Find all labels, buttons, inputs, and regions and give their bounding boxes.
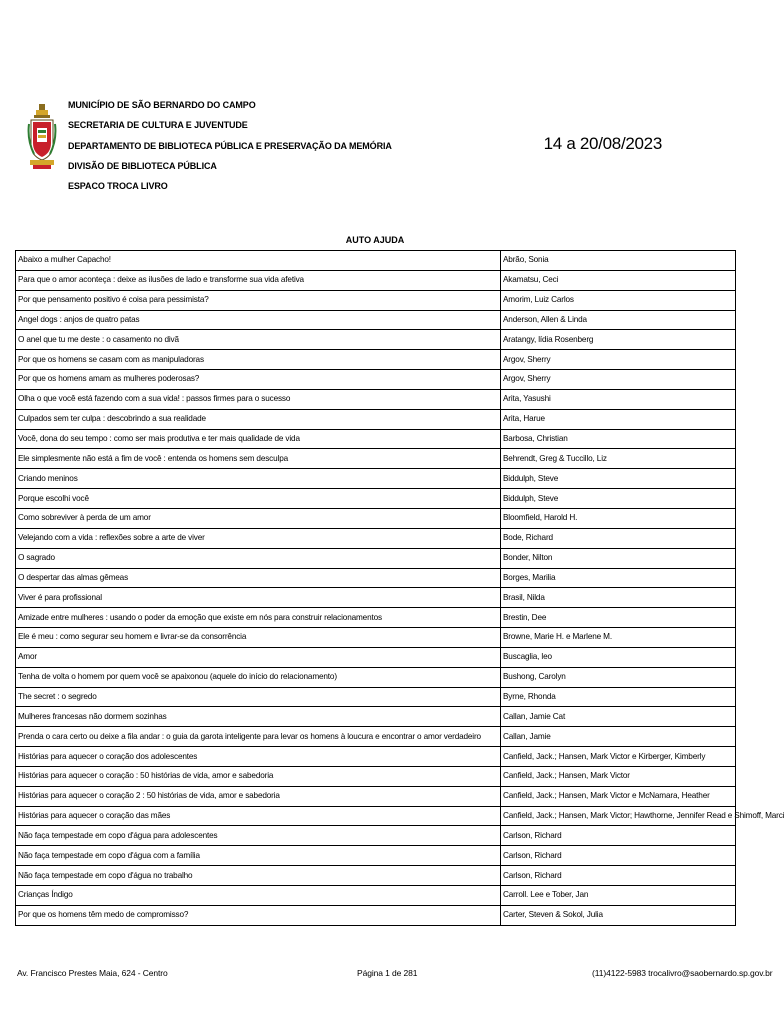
- book-table-body: [16, 251, 784, 926]
- table-row: [16, 389, 736, 409]
- municipality-line: MUNICÍPIO DE SÃO BERNARDO DO CAMPO: [68, 100, 256, 110]
- book-author-cell: Arita, Harue: [501, 409, 736, 429]
- table-row: [16, 449, 736, 469]
- book-title-cell: Por que pensamento positivo é coisa para pessimista?: [16, 290, 501, 310]
- table-row: [16, 826, 736, 846]
- book-title-cell: Não faça tempestade em copo d'água com a família: [16, 846, 501, 866]
- book-title-cell: Criando meninos: [16, 469, 501, 489]
- table-row: [16, 489, 736, 509]
- book-title-cell: Por que os homens têm medo de compromisso?: [16, 905, 501, 925]
- book-title-cell: Culpados sem ter culpa : descobrindo a sua realidade: [16, 409, 501, 429]
- date-range: 14 a 20/08/2023: [543, 134, 662, 153]
- book-title-cell: Histórias para aquecer o coração : 50 histórias de vida, amor e sabedoria: [16, 766, 501, 786]
- book-title-cell: Como sobreviver à perda de um amor: [16, 508, 501, 528]
- book-author-cell: Canfield, Jack.; Hansen, Mark Victor; Hawthorne, Jennifer Read e Shimoff, Marci: [501, 806, 736, 826]
- table-row: [16, 330, 736, 350]
- book-author-cell: Bloomfield, Harold H.: [501, 508, 736, 528]
- book-title-cell: Por que os homens se casam com as manipuladoras: [16, 350, 501, 370]
- book-author-cell: Callan, Jamie: [501, 727, 736, 747]
- book-author-cell: Biddulph, Steve: [501, 489, 736, 509]
- table-row: [16, 866, 736, 886]
- book-title-cell: Prenda o cara certo ou deixe a fila andar : o guia da garota inteligente para levar os homens à loucura e encontrar o amor verdadeiro: [16, 727, 501, 747]
- book-author-cell: Carroll. Lee e Tober, Jan: [501, 886, 736, 906]
- book-author-cell: Aratangy, lídia Rosenberg: [501, 330, 736, 350]
- table-row: [16, 508, 736, 528]
- book-table: [15, 250, 784, 926]
- book-title-cell: Crianças Índigo: [16, 886, 501, 906]
- table-row: [16, 350, 736, 370]
- book-title-cell: Você, dona do seu tempo : como ser mais produtiva e ter mais qualidade de vida: [16, 429, 501, 449]
- book-author-cell: Biddulph, Steve: [501, 469, 736, 489]
- table-row: [16, 747, 736, 767]
- table-row: [16, 786, 736, 806]
- book-title-cell: Angel dogs : anjos de quatro patas: [16, 310, 501, 330]
- book-author-cell: Behrendt, Greg & Tuccillo, Liz: [501, 449, 736, 469]
- book-author-cell: Anderson, Allen & Linda: [501, 310, 736, 330]
- book-author-cell: Byrne, Rhonda: [501, 687, 736, 707]
- coat-of-arms-icon: [28, 104, 56, 172]
- book-author-cell: Callan, Jamie Cat: [501, 707, 736, 727]
- book-title-cell: Ele simplesmente não está a fim de você : entenda os homens sem desculpa: [16, 449, 501, 469]
- book-title-cell: Tenha de volta o homem por quem você se apaixonou (aquele do início do relacionamento): [16, 667, 501, 687]
- book-author-cell: Canfield, Jack.; Hansen, Mark Victor e Kirberger, Kimberly: [501, 747, 736, 767]
- department-line: DEPARTAMENTO DE BIBLIOTECA PÚBLICA E PRESERVAÇÃO DA MEMÓRIA: [68, 140, 392, 151]
- book-title-cell: Ele é meu : como segurar seu homem e livrar-se da consorrência: [16, 628, 501, 648]
- book-title-cell: Porque escolhi você: [16, 489, 501, 509]
- book-author-cell: Carlson, Richard: [501, 866, 736, 886]
- book-author-cell: Amorim, Luiz Carlos: [501, 290, 736, 310]
- footer-address: Av. Francisco Prestes Maia, 624 - Centro: [17, 968, 168, 978]
- table-row: [16, 588, 736, 608]
- book-author-cell: Bonder, Nilton: [501, 548, 736, 568]
- table-row: [16, 766, 736, 786]
- book-author-cell: Carter, Steven & Sokol, Julia: [501, 905, 736, 925]
- table-row: [16, 568, 736, 588]
- book-title-cell: Não faça tempestade em copo d'água para adolescentes: [16, 826, 501, 846]
- table-row: [16, 905, 736, 925]
- space-line: ESPACO TROCA LIVRO: [68, 181, 168, 192]
- table-row: [16, 270, 736, 290]
- book-author-cell: Brasil, Nilda: [501, 588, 736, 608]
- book-title-cell: Amizade entre mulheres : usando o poder da emoção que existe em nós para construir relacionamentos: [16, 608, 501, 628]
- book-author-cell: Arita, Yasushi: [501, 389, 736, 409]
- book-title-cell: Velejando com a vida : reflexões sobre a arte de viver: [16, 528, 501, 548]
- section-title: AUTO AJUDA: [345, 235, 405, 245]
- table-row: [16, 469, 736, 489]
- table-row: [16, 886, 736, 906]
- table-row: [16, 429, 736, 449]
- book-title-cell: Não faça tempestade em copo d'água no trabalho: [16, 866, 501, 886]
- book-author-cell: Buscaglia, leo: [501, 647, 736, 667]
- table-row: [16, 628, 736, 648]
- footer-contact: (11)4122-5983 trocalivro@saobernardo.sp.gov.br: [592, 968, 773, 978]
- table-row: [16, 370, 736, 390]
- book-author-cell: Borges, Marilia: [501, 568, 736, 588]
- table-row: [16, 707, 736, 727]
- secretariat-line: SECRETARIA DE CULTURA E JUVENTUDE: [68, 120, 248, 131]
- book-title-cell: Amor: [16, 647, 501, 667]
- table-row: [16, 290, 736, 310]
- table-row: [16, 409, 736, 429]
- book-title-cell: Por que os homens amam as mulheres poderosas?: [16, 370, 501, 390]
- book-title-cell: Para que o amor aconteça : deixe as ilusões de lado e transforme sua vida afetiva: [16, 270, 501, 290]
- book-title-cell: Mulheres francesas não dormem sozinhas: [16, 707, 501, 727]
- book-title-cell: Histórias para aquecer o coração das mães: [16, 806, 501, 826]
- table-row: [16, 528, 736, 548]
- book-author-cell: Argov, Sherry: [501, 370, 736, 390]
- table-row: [16, 251, 736, 271]
- book-author-cell: Barbosa, Christian: [501, 429, 736, 449]
- book-author-cell: Brestin, Dee: [501, 608, 736, 628]
- table-row: [16, 727, 736, 747]
- book-author-cell: Canfield, Jack.; Hansen, Mark Victor e McNamara, Heather: [501, 786, 736, 806]
- table-row: [16, 667, 736, 687]
- book-title-cell: Histórias para aquecer o coração dos adolescentes: [16, 747, 501, 767]
- book-title-cell: O despertar das almas gêmeas: [16, 568, 501, 588]
- division-line: DIVISÃO DE BIBLIOTECA PÚBLICA: [68, 160, 217, 171]
- book-title-cell: O sagrado: [16, 548, 501, 568]
- table-row: [16, 687, 736, 707]
- book-title-cell: The secret : o segredo: [16, 687, 501, 707]
- table-row: [16, 608, 736, 628]
- book-author-cell: Bode, Richard: [501, 528, 736, 548]
- book-author-cell: Abrão, Sonia: [501, 251, 736, 271]
- book-title-cell: O anel que tu me deste : o casamento no divã: [16, 330, 501, 350]
- book-author-cell: Bushong, Carolyn: [501, 667, 736, 687]
- book-title-cell: Histórias para aquecer o coração 2 : 50 histórias de vida, amor e sabedoria: [16, 786, 501, 806]
- table-row: [16, 806, 736, 826]
- institution-header: [68, 95, 448, 196]
- book-author-cell: Canfield, Jack.; Hansen, Mark Victor: [501, 766, 736, 786]
- book-title-cell: Abaixo a mulher Capacho!: [16, 251, 501, 271]
- page-number: Página 1 de 281: [357, 968, 418, 978]
- book-author-cell: Carlson, Richard: [501, 846, 736, 866]
- table-row: [16, 846, 736, 866]
- book-author-cell: Argov, Sherry: [501, 350, 736, 370]
- book-author-cell: Akamatsu, Ceci: [501, 270, 736, 290]
- book-title-cell: Olha o que você está fazendo com a sua vida! : passos firmes para o sucesso: [16, 389, 501, 409]
- table-row: [16, 310, 736, 330]
- book-author-cell: Carlson, Richard: [501, 826, 736, 846]
- table-row: [16, 548, 736, 568]
- table-row: [16, 647, 736, 667]
- book-title-cell: Viver é para profissional: [16, 588, 501, 608]
- book-author-cell: Browne, Marie H. e Marlene M.: [501, 628, 736, 648]
